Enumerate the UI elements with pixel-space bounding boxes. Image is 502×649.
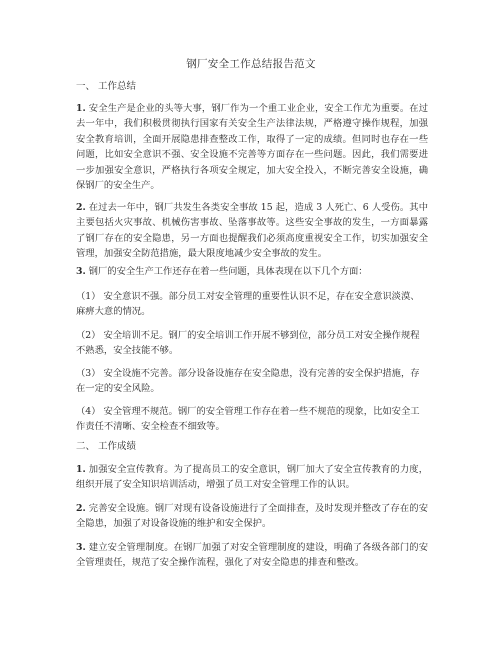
paragraph-number: 3. xyxy=(76,266,86,277)
paragraph-text: 建立安全管理制度。在钢厂加强了对安全管理制度的建设，明确了各级各部门的安全管理责任，规范了安全操作流程，强化了对安全隐患的排查和整改。 xyxy=(76,542,428,569)
list-item: （3） 安全设施不完善。部分设备设施存在安全隐患，没有完善的安全保护措施，存在一定的安全风险。 xyxy=(76,368,420,395)
paragraph-text: 完善安全设施。钢厂对现有设备设施进行了全面排查，及时发现并整改了存在的安全隐患，加强了对设备设施的维护和安全保护。 xyxy=(76,503,428,530)
list-item: （2） 安全培训不足。钢厂的安全培训工作开展不够到位，部分员工对安全操作规程不熟悉，安全技能不够。 xyxy=(76,330,420,357)
paragraph xyxy=(76,101,428,193)
paragraph-number: 2. xyxy=(76,202,86,213)
paragraph-number: 2. xyxy=(76,503,86,514)
paragraph-text: 加强安全宣传教育。为了提高员工的安全意识，钢厂加大了安全宣传教育的力度，组织开展了安全知识培训活动，增强了员工对安全管理工作的认识。 xyxy=(76,464,428,491)
paragraph-number: 3. xyxy=(76,542,86,553)
document-title: 钢厂安全工作总结报告范文 xyxy=(186,58,316,70)
paragraph xyxy=(76,264,428,279)
list-item: （4） 安全管理不规范。钢厂的安全管理工作存在着一些不规范的现象，比如安全工作责任不清晰、安全检查不细致等。 xyxy=(76,406,420,433)
paragraph-number: 1. xyxy=(76,464,86,475)
paragraph xyxy=(76,200,428,262)
paragraph xyxy=(76,540,428,571)
paragraph-number: 1. xyxy=(76,103,86,114)
section-heading-summary: 一、 工作总结 xyxy=(76,81,137,92)
section-heading-achievements: 二、 工作成绩 xyxy=(76,441,137,452)
list-item: （1） 安全意识不强。部分员工对安全管理的重要性认识不足，存在安全意识淡漠、麻痹大意的情况。 xyxy=(76,291,420,318)
paragraph-text: 钢厂的安全生产工作还存在着一些问题，具体表现在以下几个方面： xyxy=(85,266,368,277)
paragraph xyxy=(76,462,428,493)
paragraph-text: 安全生产是企业的头等大事，钢厂作为一个重工业企业，安全工作尤为重要。在过去一年中，我们积极贯彻执行国家有关安全生产法律法规，严格遵守操作规程，加强安全教育培训，全面开展隐患排查整改工作，取得了一定的成绩。但同时也存在一些问题，比如安全意识不强、安全设施不完善等方面存在一些问题。因此，我们需要进一步加强安全意识，严格执行各项安全规定，加大安全投入，不断完善安全设施，确保钢厂的安全生产。 xyxy=(76,103,428,192)
paragraph xyxy=(76,501,428,532)
paragraph-text: 在过去一年中，钢厂共发生各类安全事故 15 起，造成 3 人死亡、6 人受伤。其中主要包括火灾事故、机械伤害事故、坠落事故等。这些安全事故的发生，一方面暴露了钢厂存在的安全隐患，另一方面也提醒我们必须高度重视安全工作，切实加强安全管理，加强安全防范措施，最大限度地减少安全事故的发生。 xyxy=(76,202,428,260)
